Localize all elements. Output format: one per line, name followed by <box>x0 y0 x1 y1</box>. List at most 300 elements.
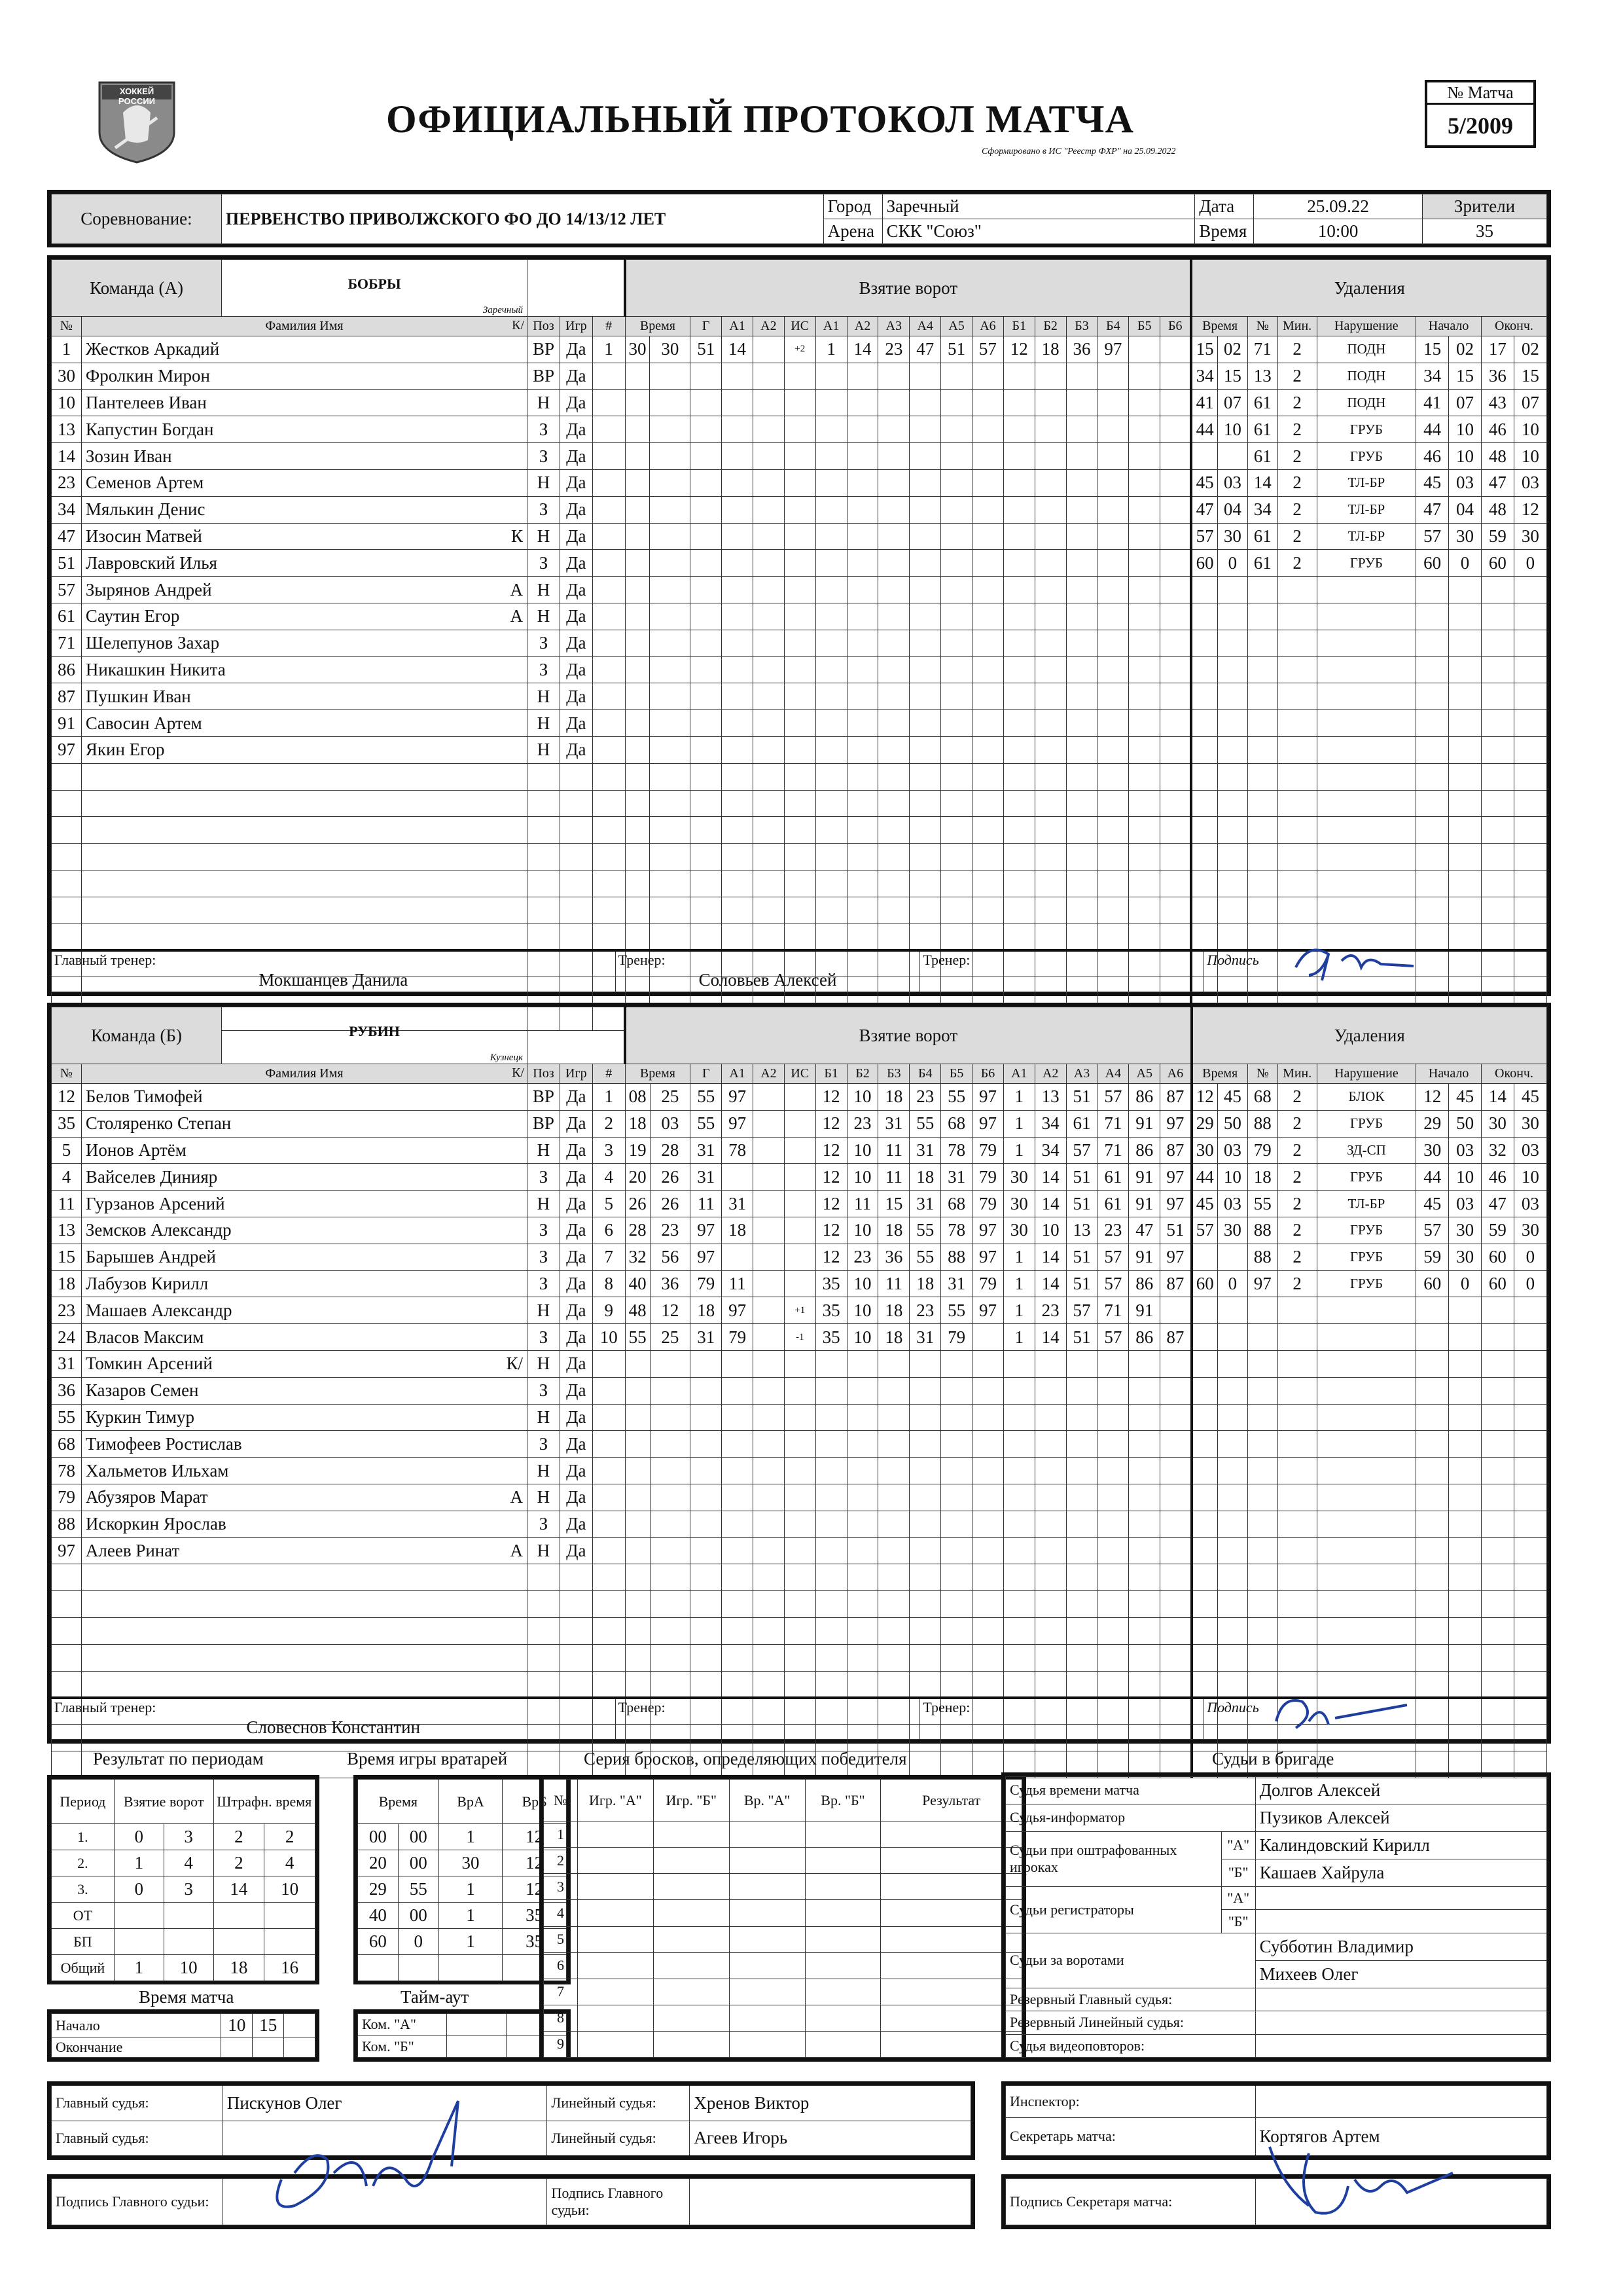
team-b-player-played: Да <box>560 1431 592 1458</box>
team-b-player-position: Н <box>527 1458 560 1484</box>
team-a-penalty-cell: 57 <box>1416 523 1449 550</box>
team-b-penalty-cell: 12 <box>1416 1084 1449 1111</box>
team-b-goal-cell: 55 <box>910 1217 941 1244</box>
periods-cell: 1 <box>114 1850 164 1876</box>
periods-cell: 0 <box>114 1876 164 1903</box>
team-b-goal-cell: 97 <box>1160 1191 1192 1217</box>
team-a-table-row <box>52 550 1547 577</box>
time: 10:00 <box>1254 219 1423 244</box>
team-b-goal-cell: 10 <box>847 1137 878 1164</box>
team-b-col-a1: А1 <box>722 1064 753 1084</box>
signatures-table <box>51 2178 971 2225</box>
registrars-label: Судьи регистраторы <box>1006 1886 1222 1933</box>
team-b-player-name-cell <box>81 1137 527 1164</box>
team-b-goal-cell: 97 <box>972 1297 1004 1324</box>
team-b-goal-cell: 14 <box>1035 1164 1066 1191</box>
periods-cell: 14 <box>213 1876 264 1903</box>
team-a-player-number: 91 <box>52 710 82 737</box>
penalty-judge-b-mark: "Б" <box>1221 1859 1255 1886</box>
team-b-penalty-cell: 0 <box>1217 1270 1247 1297</box>
periods-row <box>52 1903 315 1929</box>
shootout-title: Серия бросков, определяющих победителя <box>584 1749 907 1768</box>
team-b-col-onice-own-3: Б3 <box>878 1064 910 1084</box>
team-b-table-row <box>52 1458 1547 1484</box>
team-b-team-label: Команда (Б) <box>52 1007 222 1064</box>
main-referee-label: Главный судья: <box>52 2086 223 2121</box>
team-a-penalty-cell: 10 <box>1449 416 1482 443</box>
spectators: 35 <box>1423 219 1547 244</box>
team-b-goal-cell <box>722 1164 753 1191</box>
team-b-player-number: 15 <box>52 1244 82 1270</box>
team-b-player-name: Белов Тимофей <box>85 1086 203 1107</box>
team-b-penalty-cell: 10 <box>1217 1164 1247 1191</box>
shootout-row <box>544 1874 1022 1900</box>
page-title: ОФИЦИАЛЬНЫЙ ПРОТОКОЛ МАТЧА <box>386 98 1134 141</box>
shootout-row-number: 8 <box>544 2005 578 2031</box>
team-a-penalty-cell: ГРУБ <box>1317 416 1416 443</box>
team-a-col-pstart: Начало <box>1416 317 1482 336</box>
team-a-player-position: Н <box>527 577 560 603</box>
team-b-goal-cell: 31 <box>690 1324 722 1351</box>
timekeeper-label: Судья времени матча <box>1006 1777 1256 1804</box>
team-b-goal-cell: 11 <box>878 1270 910 1297</box>
team-b-table-row <box>52 1377 1547 1404</box>
team-a-penalty-cell: 30 <box>1217 523 1247 550</box>
team-b-goal-cell: 61 <box>1097 1191 1129 1217</box>
team-a-player-name: Никашкин Никита <box>85 659 226 679</box>
signature-main-referee-icon <box>255 2088 491 2238</box>
team-b-player-played: Да <box>560 1084 592 1111</box>
team-b-player-played: Да <box>560 1484 592 1511</box>
timeout-b-label: Ком. "Б" <box>358 2036 447 2058</box>
team-b-penalty-cell: 44 <box>1416 1164 1449 1191</box>
goalie-row <box>358 1876 567 1903</box>
team-a-team-label: Команда (А) <box>52 260 222 316</box>
shootout-row-number: 3 <box>544 1874 578 1900</box>
team-a-table-row <box>52 630 1547 656</box>
team-a-col-pviol: Нарушение <box>1317 317 1416 336</box>
team-b-penalty-cell: 29 <box>1416 1110 1449 1137</box>
team-b-player-name-cell <box>81 1191 527 1217</box>
team-a-player-number: 34 <box>52 496 82 523</box>
team-a-penalty-cell: 13 <box>1247 363 1277 389</box>
goalie-cell: 55 <box>398 1876 438 1903</box>
team-b-player-number: 12 <box>52 1084 82 1111</box>
team-b-goal-cell: 35 <box>815 1324 847 1351</box>
team-b-col-k: К/ <box>512 1066 524 1080</box>
team-b-goal-cell: 35 <box>815 1297 847 1324</box>
team-b-player-number: 36 <box>52 1377 82 1404</box>
team-b-col-no: № <box>52 1064 82 1084</box>
team-a-team-header <box>52 260 527 317</box>
team-a-penalty-cell: ТЛ-БР <box>1317 496 1416 523</box>
team-a-coach-cell <box>615 950 920 992</box>
team-b-player-name-cell <box>81 1217 527 1244</box>
team-a-penalty-cell: 2 <box>1277 389 1317 416</box>
team-b-goal-cell: 23 <box>847 1244 878 1270</box>
team-b-goal-cell <box>972 1324 1004 1351</box>
team-b-goal-cell: 55 <box>625 1324 650 1351</box>
team-b-goal-cell: 71 <box>1097 1110 1129 1137</box>
team-b-penalty-cell: ГРУБ <box>1317 1110 1416 1137</box>
goalie-cell: 12 <box>503 1850 567 1876</box>
team-b-penalty-cell: 45 <box>1416 1191 1449 1217</box>
city-label: Город <box>823 194 882 219</box>
team-a-penalty-cell: 60 <box>1481 550 1514 577</box>
team-b-goal-cell: 18 <box>878 1297 910 1324</box>
team-a-player-name-cell <box>81 389 527 416</box>
team-b-player-name-cell <box>81 1537 527 1564</box>
team-a-table-row <box>52 870 1547 897</box>
team-b-team-header <box>52 1007 527 1064</box>
team-b-penalty-cell: 10 <box>1514 1164 1546 1191</box>
team-b-col-name <box>81 1064 527 1084</box>
registrar-b-mark: "Б" <box>1221 1910 1255 1933</box>
goalie-cell <box>438 1955 503 1981</box>
team-b-goal-cell: 57 <box>1097 1084 1129 1111</box>
team-a-col-is: ИС <box>784 317 815 336</box>
team-b-col-is: ИС <box>784 1064 815 1084</box>
team-b-goal-cell: 31 <box>690 1164 722 1191</box>
team-a-penalty-cell: ТЛ-БР <box>1317 523 1416 550</box>
team-b-goal-cell <box>753 1164 785 1191</box>
match-start-min: 15 <box>253 2014 284 2037</box>
team-a-player-name: Лавровский Илья <box>85 552 217 573</box>
team-a-col-onice-own-3: А3 <box>878 317 910 336</box>
match-end-label: Окончание <box>52 2037 221 2058</box>
team-b-goal-cell: 36 <box>878 1244 910 1270</box>
goalie-cell <box>358 1955 399 1981</box>
team-b-penalty-cell: ГРУБ <box>1317 1164 1416 1191</box>
team-b-col-hash: # <box>592 1064 625 1084</box>
team-b-goal-cell: 18 <box>910 1270 941 1297</box>
team-b-player-played: Да <box>560 1110 592 1137</box>
team-a-col-onice-own-2: А2 <box>847 317 878 336</box>
team-b-penalty-cell: 03 <box>1514 1191 1546 1217</box>
team-b-goal-cell: 10 <box>847 1270 878 1297</box>
team-b-player-name: Лабузов Кирилл <box>85 1273 209 1293</box>
team-b-goal-cell: 97 <box>690 1244 722 1270</box>
team-b-table-row <box>52 1270 1547 1297</box>
periods-cell: 18 <box>213 1955 264 1981</box>
team-b-player-captain: А <box>510 1540 523 1560</box>
team-b-player-position: З <box>527 1511 560 1537</box>
team-a-player-position: З <box>527 656 560 683</box>
team-a-player-number: 30 <box>52 363 82 389</box>
shootout-row-number: 7 <box>544 1979 578 2005</box>
team-a-penalty-cell: 36 <box>1481 363 1514 389</box>
team-b-goal-cell: 1 <box>1003 1110 1035 1137</box>
team-a-penalty-cell: 41 <box>1416 389 1449 416</box>
team-b-penalty-cell: ЗД-СП <box>1317 1137 1416 1164</box>
team-a-col-name <box>81 317 527 336</box>
team-a-penalty-cell: 47 <box>1481 469 1514 496</box>
team-b-penalty-cell: 68 <box>1247 1084 1277 1111</box>
arena: СКК "Союз" <box>882 219 1195 244</box>
team-b-penalty-cell: 0 <box>1514 1270 1546 1297</box>
competition-label: Соревнование: <box>52 194 222 244</box>
team-a-penalty-cell: ГРУБ <box>1317 443 1416 470</box>
shootout-col-vrb: Вр. "Б" <box>805 1780 881 1821</box>
team-b-goal-cell: 11 <box>878 1137 910 1164</box>
team-b-penalty-cell: 03 <box>1217 1191 1247 1217</box>
goalie-title: Время игры вратарей <box>347 1749 508 1768</box>
team-b-penalty-cell: 50 <box>1449 1110 1482 1137</box>
team-a-penalty-cell: 10 <box>1514 443 1546 470</box>
time-label: Время <box>1195 219 1254 244</box>
team-b-goal-cell <box>784 1137 815 1164</box>
team-a-table-row <box>52 336 1547 363</box>
referees-table <box>1005 1776 1547 2058</box>
team-a-player-name: Зырянов Андрей <box>85 579 212 600</box>
team-b-penalty-cell: 03 <box>1217 1137 1247 1164</box>
team-b-goal-cell: 51 <box>1066 1270 1097 1297</box>
team-b-goal-cell: 18 <box>878 1324 910 1351</box>
team-b-goal-cell: 12 <box>815 1217 847 1244</box>
team-a-coach-label: Тренер: <box>618 952 666 968</box>
team-a-penalty-cell: ТЛ-БР <box>1317 469 1416 496</box>
team-b-table-row <box>52 1324 1547 1351</box>
arena-label: Арена <box>823 219 882 244</box>
team-b-table-row <box>52 1350 1547 1377</box>
team-a-table-row <box>52 603 1547 630</box>
team-a-goal-cell: 12 <box>1003 336 1035 363</box>
team-b-goal-cell: 1 <box>592 1084 625 1111</box>
team-a-penalty-cell: 47 <box>1416 496 1449 523</box>
informer-label: Судья-информатор <box>1006 1804 1256 1831</box>
reserve-line-label: Резервный Линейный судья: <box>1006 2011 1256 2034</box>
team-b-penalty-cell: 57 <box>1416 1217 1449 1244</box>
team-b-goal-cell: 51 <box>1066 1164 1097 1191</box>
main-referee-1: Пискунов Олег <box>223 2086 547 2121</box>
team-b-penalty-cell: 60 <box>1416 1270 1449 1297</box>
goalie-cell: 00 <box>398 1824 438 1850</box>
team-b-goal-cell <box>753 1297 785 1324</box>
team-b-goal-cell: 7 <box>592 1244 625 1270</box>
team-a-player-position: Н <box>527 683 560 710</box>
team-a-penalty-cell: 15 <box>1514 363 1546 389</box>
team-a-player-name-cell <box>81 577 527 603</box>
team-b-goal-cell: 57 <box>1066 1297 1097 1324</box>
team-b-goal-cell: 14 <box>1035 1324 1066 1351</box>
team-b-player-position: Н <box>527 1297 560 1324</box>
team-a-player-name-cell <box>81 656 527 683</box>
match-info-table <box>51 194 1547 244</box>
team-a-penalty-cell: 2 <box>1277 550 1317 577</box>
team-b-table-row <box>52 1564 1547 1591</box>
team-a-player-captain: К <box>511 526 524 546</box>
team-a-sign-label: Подпись <box>1207 952 1259 968</box>
team-a-coach: Соловьев Алексей <box>698 970 837 990</box>
team-b-goal-cell: 55 <box>941 1084 972 1111</box>
team-b-col-onice-own-6: Б6 <box>972 1064 1004 1084</box>
team-a-table-row <box>52 844 1547 870</box>
team-a-player-position: Н <box>527 603 560 630</box>
team-b-penalty-cell: 45 <box>1514 1084 1546 1111</box>
team-b-goal-cell: 10 <box>592 1324 625 1351</box>
team-b-goal-cell: 23 <box>1097 1217 1129 1244</box>
team-b-goal-cell <box>784 1191 815 1217</box>
team-b-penalty-cell: 30 <box>1416 1137 1449 1164</box>
team-b-player-position: ВР <box>527 1110 560 1137</box>
team-a-player-position: З <box>527 443 560 470</box>
team-b-goal-cell: 79 <box>972 1270 1004 1297</box>
team-a-penalty-cell <box>1217 443 1247 470</box>
team-b-penalty-cell: 60 <box>1192 1270 1218 1297</box>
team-b-goal-cell: 18 <box>910 1164 941 1191</box>
team-a-player-name: Пушкин Иван <box>85 686 191 706</box>
team-b-goal-cell: 12 <box>650 1297 690 1324</box>
team-b-player-played: Да <box>560 1511 592 1537</box>
competition-name: ПЕРВЕНСТВО ПРИВОЛЖСКОГО ФО ДО 14/13/12 ЛЕТ <box>221 194 823 244</box>
team-b-goal-cell: 13 <box>1066 1217 1097 1244</box>
team-a-player-name-cell <box>81 683 527 710</box>
team-a-player-name: Жестков Аркадий <box>85 339 220 359</box>
team-b-penalty-cell: ГРУБ <box>1317 1244 1416 1270</box>
goal-judge-1: Субботин Владимир <box>1255 1933 1546 1960</box>
team-a-col-pend: Оконч. <box>1481 317 1546 336</box>
team-a-table-row <box>52 469 1547 496</box>
team-a-player-number: 87 <box>52 683 82 710</box>
team-b-player-number: 31 <box>52 1350 82 1377</box>
team-a-player-name-cell <box>81 443 527 470</box>
team-a-penalty-cell: 15 <box>1416 336 1449 363</box>
periods-cell: 3 <box>164 1824 213 1850</box>
team-b-penalty-cell: 60 <box>1482 1270 1514 1297</box>
team-b-goal-cell: 18 <box>722 1217 753 1244</box>
team-b-goal-cell: 11 <box>878 1164 910 1191</box>
team-b-goal-cell: 51 <box>1066 1324 1097 1351</box>
team-b-goal-cell <box>722 1244 753 1270</box>
team-a-player-number: 14 <box>52 443 82 470</box>
team-b-goal-cell <box>753 1270 785 1297</box>
team-b-penalty-cell: 57 <box>1192 1217 1218 1244</box>
team-b-goal-cell: 4 <box>592 1164 625 1191</box>
team-b-goal-cell: 23 <box>910 1084 941 1111</box>
team-a-penalty-cell: 02 <box>1449 336 1482 363</box>
team-b-player-position: Н <box>527 1484 560 1511</box>
team-b-player-number: 68 <box>52 1431 82 1458</box>
team-b-goal-cell: 23 <box>1035 1297 1066 1324</box>
team-b-penalty-cell: 2 <box>1277 1217 1317 1244</box>
team-b-player-played: Да <box>560 1537 592 1564</box>
periods-cell <box>213 1903 264 1929</box>
team-b-penalty-cell: ГРУБ <box>1317 1270 1416 1297</box>
team-b-player-played: Да <box>560 1404 592 1431</box>
team-a-penalty-cell: 48 <box>1481 443 1514 470</box>
team-b-goal-cell: 1 <box>1003 1270 1035 1297</box>
team-a-penalty-cell: 0 <box>1217 550 1247 577</box>
periods-cell: Общий <box>52 1955 115 1981</box>
periods-cell <box>213 1929 264 1955</box>
team-a-col-no: № <box>52 317 82 336</box>
team-b-player-name-cell <box>81 1110 527 1137</box>
team-a-penalty-cell: 0 <box>1514 550 1546 577</box>
periods-cell: 10 <box>264 1876 315 1903</box>
team-a-table-row <box>52 817 1547 844</box>
team-b-penalty-cell: 88 <box>1247 1110 1277 1137</box>
team-a-player-name: Савосин Артем <box>85 713 202 733</box>
match-number-label: № Матча <box>1427 82 1533 105</box>
shootout-row <box>544 1900 1022 1926</box>
team-a-table-row <box>52 736 1547 763</box>
goalie-cell <box>398 1955 438 1981</box>
team-a-goal-cell: 47 <box>910 336 941 363</box>
team-a-player-name: Фролкин Мирон <box>85 366 210 386</box>
timeout-table <box>357 2013 567 2058</box>
periods-cell: 2 <box>264 1824 315 1850</box>
team-b-goal-cell: 79 <box>972 1137 1004 1164</box>
team-a-goal-cell: 1 <box>592 336 625 363</box>
team-a-penalty-cell: 34 <box>1416 363 1449 389</box>
team-b-table-row <box>52 1110 1547 1137</box>
team-b-penalty-cell: 03 <box>1449 1191 1482 1217</box>
team-b-player-played: Да <box>560 1217 592 1244</box>
secretary-label: Секретарь матча: <box>1006 2117 1256 2155</box>
shootout-row-number: 6 <box>544 1952 578 1979</box>
shootout-row <box>544 1952 1022 1979</box>
periods-row <box>52 1850 315 1876</box>
team-a-penalty-cell: 60 <box>1416 550 1449 577</box>
team-a-penalty-cell: 03 <box>1449 469 1482 496</box>
team-b-penalty-cell: 12 <box>1192 1084 1218 1111</box>
team-b-goal-cell: 12 <box>815 1244 847 1270</box>
team-b-goal-cell: 57 <box>1097 1324 1129 1351</box>
team-b-goal-cell: 87 <box>1160 1324 1192 1351</box>
team-a-goals-title: Взятие ворот <box>625 260 1191 317</box>
team-a-player-number: 47 <box>52 523 82 550</box>
team-a-penalty-cell: 61 <box>1247 416 1277 443</box>
team-a-player-name-cell <box>81 736 527 763</box>
team-b-goal-cell: 28 <box>625 1217 650 1244</box>
team-a-player-number: 71 <box>52 630 82 656</box>
team-b-goal-cell: 97 <box>722 1297 753 1324</box>
team-a-player-position: ВР <box>527 336 560 363</box>
goalie-col-a: ВрА <box>438 1780 503 1824</box>
team-a-table-row <box>52 710 1547 737</box>
team-b-goal-cell: 97 <box>1160 1110 1192 1137</box>
team-a-col-onice-own-5: А5 <box>941 317 972 336</box>
team-b-goal-cell: 35 <box>815 1270 847 1297</box>
team-b-penalty-cell: 03 <box>1449 1137 1482 1164</box>
team-a-section <box>47 255 1551 996</box>
team-b-goal-cell <box>753 1137 785 1164</box>
team-a-player-number: 86 <box>52 656 82 683</box>
team-b-penalty-cell: 45 <box>1217 1084 1247 1111</box>
team-b-goal-cell <box>784 1164 815 1191</box>
shootout-col-a: Игр. "А" <box>577 1780 653 1821</box>
team-b-table-row <box>52 1084 1547 1111</box>
team-b-penalty-cell: 47 <box>1482 1191 1514 1217</box>
team-b-table-row <box>52 1591 1547 1618</box>
team-b-col-ptime: Время <box>1192 1064 1248 1084</box>
team-b-goal-cell: 28 <box>650 1137 690 1164</box>
team-a-player-name-cell <box>81 523 527 550</box>
shootout-row <box>544 1979 1022 2005</box>
team-a-col-a2: А2 <box>753 317 784 336</box>
shootout-row <box>544 1926 1022 1952</box>
team-a-penalty-cell: 10 <box>1449 443 1482 470</box>
team-a-penalty-cell: 30 <box>1514 523 1546 550</box>
team-a-penalty-cell: 43 <box>1481 389 1514 416</box>
team-b-goal-cell <box>784 1270 815 1297</box>
team-b-goal-cell: 55 <box>910 1110 941 1137</box>
shootout-col-vra: Вр. "А" <box>729 1780 805 1821</box>
team-b-goal-cell: 31 <box>941 1270 972 1297</box>
sign-main-label: Подпись Главного судьи: <box>52 2179 223 2225</box>
team-a-player-name-cell <box>81 363 527 389</box>
team-b-penalty-cell: 44 <box>1192 1164 1218 1191</box>
